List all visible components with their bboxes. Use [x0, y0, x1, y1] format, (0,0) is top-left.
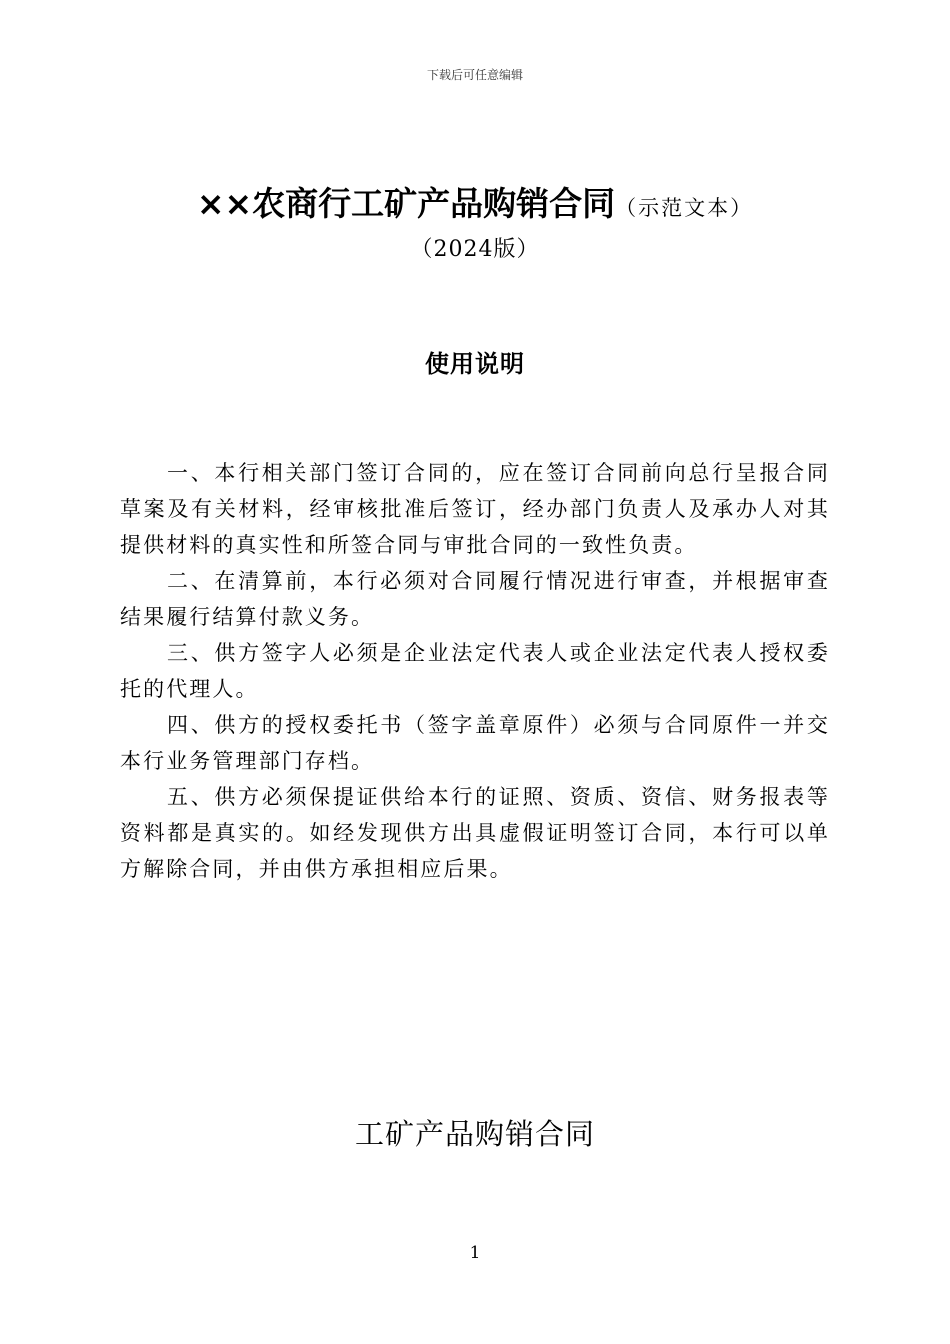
instruction-paragraph-5: 五、供方必须保提证供给本行的证照、资质、资信、财务报表等资料都是真实的。如经发现供方出具虚假证明签订合同，本行可以单方解除合同，并由供方承担相应后果。 — [120, 785, 830, 881]
instructions-heading: 使用说明 — [425, 350, 525, 378]
instructions-body — [120, 455, 830, 887]
instruction-paragraph-2: 二、在清算前，本行必须对合同履行情况进行审查，并根据审查结果履行结算付款义务。 — [120, 569, 830, 629]
header-note: 下载后可任意编辑 — [426, 68, 523, 82]
edition-label: （2024版） — [410, 237, 540, 262]
title-subtitle: （示范文本） — [615, 196, 754, 220]
page-number: 1 — [469, 1243, 481, 1263]
document-title — [0, 178, 950, 225]
instruction-paragraph-3: 三、供方签字人必须是企业法定代表人或企业法定代表人授权委托的代理人。 — [120, 641, 830, 701]
title-main: ××农商行工矿产品购销合同 — [196, 184, 616, 223]
contract-heading: 工矿产品购销合同 — [354, 1117, 595, 1151]
instruction-paragraph-1: 一、本行相关部门签订合同的，应在签订合同前向总行呈报合同草案及有关材料，经审核批准后签订，经办部门负责人及承办人对其提供材料的真实性和所签合同与审批合同的一致性负责。 — [120, 461, 830, 557]
instruction-paragraph-4: 四、供方的授权委托书（签字盖章原件）必须与合同原件一并交本行业务管理部门存档。 — [120, 713, 830, 773]
